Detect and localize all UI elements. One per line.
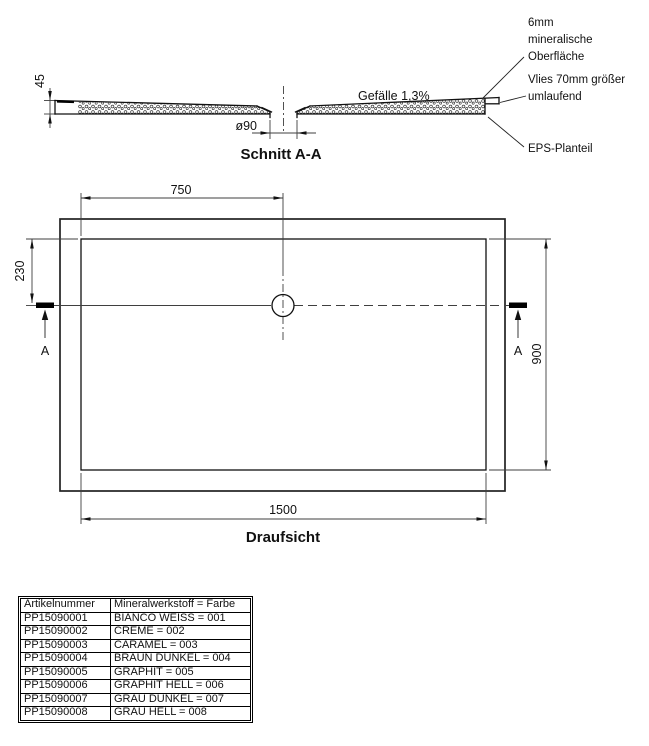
material-color: GRAPHIT HELL = 006 xyxy=(111,680,251,694)
callout-fleece-line1: Vlies 70mm größer xyxy=(528,74,626,86)
section-marker-right xyxy=(509,303,527,359)
article-number: PP15090008 xyxy=(21,707,111,721)
table-header-row xyxy=(21,599,251,613)
header-mineralwerkstoff: Mineralwerkstoff = Farbe xyxy=(111,599,251,613)
table-row xyxy=(21,612,251,626)
article-table xyxy=(20,598,251,721)
article-number: PP15090003 xyxy=(21,639,111,653)
leader-surface xyxy=(483,57,524,98)
material-color: GRAU DUNKEL = 007 xyxy=(111,693,251,707)
article-table-wrap xyxy=(18,596,253,723)
dimension-230 xyxy=(13,239,78,306)
dim-1500-label: 1500 xyxy=(269,503,297,517)
plan-view-title: Draufsicht xyxy=(245,529,321,546)
callout-surface-line3: Oberfläche xyxy=(528,51,585,63)
section-marker-left-label: A xyxy=(40,344,50,358)
dim-drain-label: ø90 xyxy=(235,119,257,133)
leader-eps xyxy=(488,117,524,147)
dim-230-label: 230 xyxy=(13,260,27,282)
dim-45-label: 45 xyxy=(33,74,47,88)
callout-fleece-line2: umlaufend xyxy=(528,91,582,103)
material-color: CARAMEL = 003 xyxy=(111,639,251,653)
dimension-750 xyxy=(81,183,283,236)
section-marker-left xyxy=(36,303,54,359)
material-color: BIANCO WEISS = 001 xyxy=(111,612,251,626)
material-color: BRAUN DUNKEL = 004 xyxy=(111,653,251,667)
table-row xyxy=(21,707,251,721)
leader-fleece xyxy=(500,96,526,103)
callouts xyxy=(483,17,625,155)
article-number: PP15090004 xyxy=(21,653,111,667)
callout-surface-line1: 6mm xyxy=(528,17,554,29)
dimension-1500 xyxy=(81,473,486,524)
tray-section-outline xyxy=(55,86,499,131)
table-row xyxy=(21,666,251,680)
section-view xyxy=(33,17,625,163)
table-row xyxy=(21,680,251,694)
article-number: PP15090006 xyxy=(21,680,111,694)
tray-outline-rect xyxy=(81,239,486,470)
fleece-outline-rect xyxy=(60,219,505,491)
article-number: PP15090007 xyxy=(21,693,111,707)
table-row xyxy=(21,653,251,667)
table-row xyxy=(21,639,251,653)
article-number: PP15090001 xyxy=(21,612,111,626)
article-number: PP15090002 xyxy=(21,626,111,640)
mineral-surface-edge xyxy=(57,101,74,102)
callout-surface-line2: mineralische xyxy=(528,34,593,46)
plan-view xyxy=(13,183,551,546)
dimension-45 xyxy=(33,74,58,128)
table-row xyxy=(21,693,251,707)
material-color: GRAPHIT = 005 xyxy=(111,666,251,680)
header-artikelnummer: Artikelnummer xyxy=(21,599,111,613)
dim-750-label: 750 xyxy=(170,183,192,197)
article-number: PP15090005 xyxy=(21,666,111,680)
material-color: CREME = 002 xyxy=(111,626,251,640)
material-color: GRAU HELL = 008 xyxy=(111,707,251,721)
slope-label: Gefälle 1,3% xyxy=(358,89,430,103)
dimension-drain xyxy=(235,119,316,139)
section-view-title: Schnitt A-A xyxy=(240,146,322,163)
dim-900-label: 900 xyxy=(530,343,544,365)
table-row xyxy=(21,626,251,640)
callout-eps: EPS-Planteil xyxy=(528,143,593,155)
section-marker-right-label: A xyxy=(513,344,523,358)
